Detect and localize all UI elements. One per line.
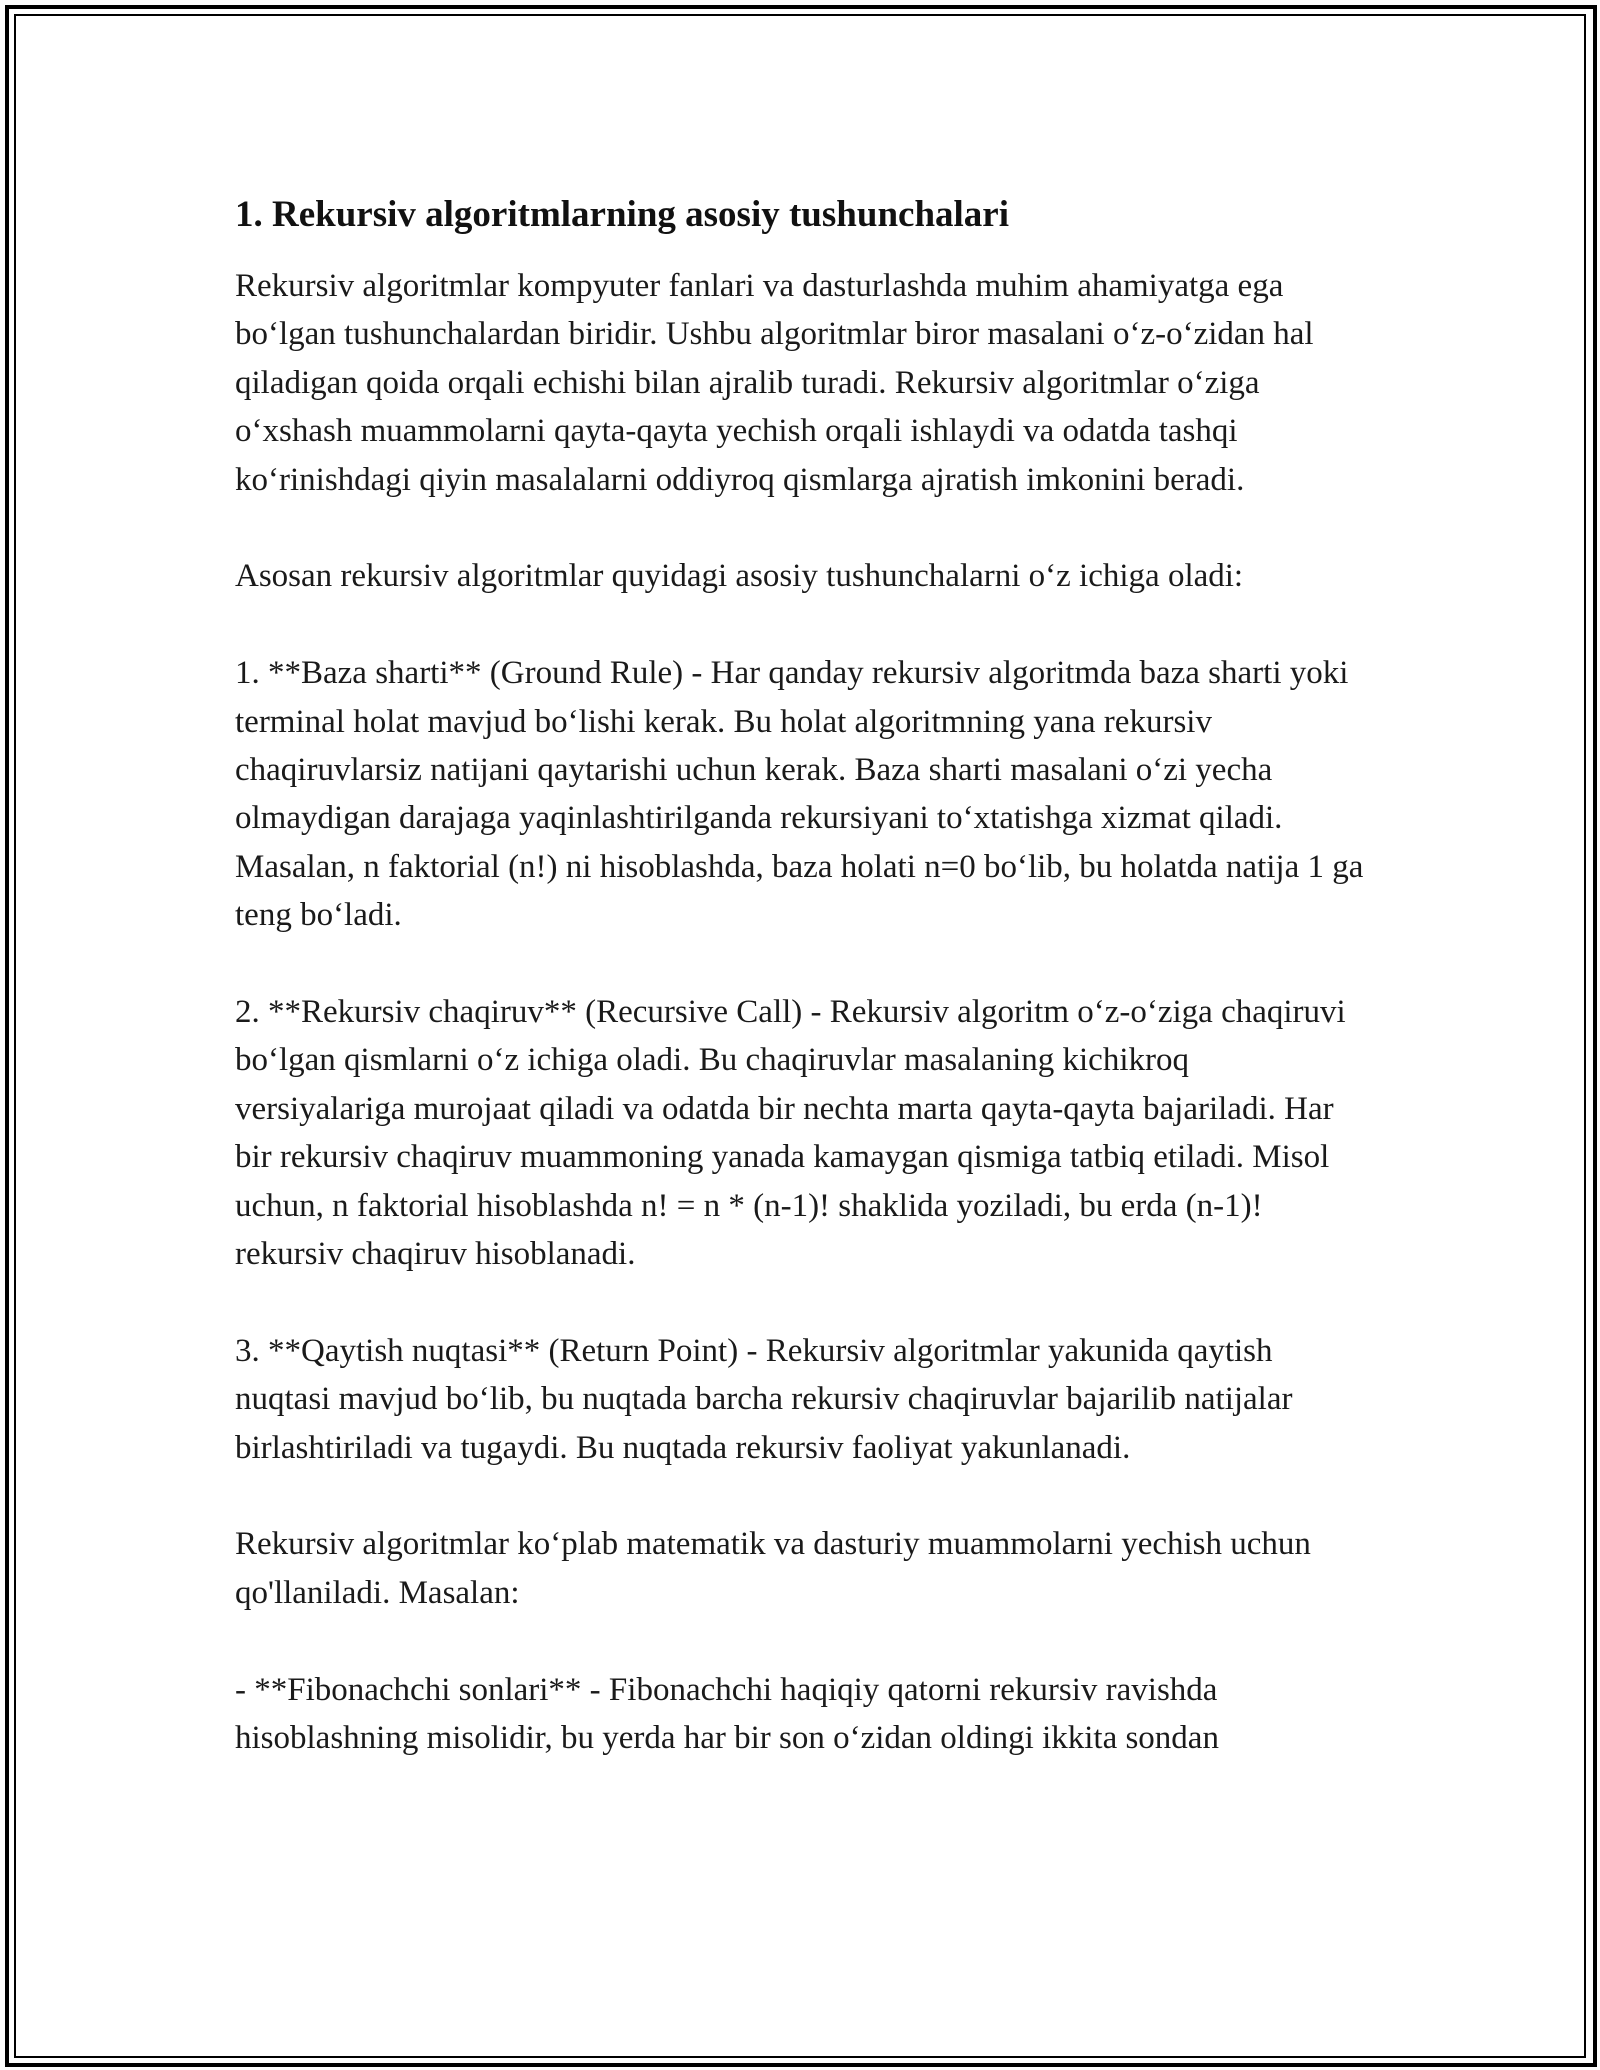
- paragraph-recursive-call: 2. **Rekursiv chaqiruv** (Recursive Call) - Rekursiv algoritm o‘z-o‘ziga chaqiruvi bo‘lgan qismlarni o‘z ichiga oladi. Bu chaqiruvlar masalaning kichikroq versiyalariga murojaat qiladi va odatda bir nechta marta qayta-qayta bajariladi. Har bir rekursiv chaqiruv muammoning yanada kamaygan qismiga tatbiq etiladi. Misol uchun, n faktorial hisoblashda n! = n * (n-1)! shaklida yoziladi, bu erda (n-1)! rekursiv chaqiruv hisoblanadi.: [235, 994, 1346, 1273]
- paragraph-return-point: 3. **Qaytish nuqtasi** (Return Point) - Rekursiv algoritmlar yakunida qaytish nuqtasi mavjud bo‘lib, bu nuqtada barcha rekursiv chaqiruvlar bajarilib natijalar birlashtiriladi va tugaydi. Bu nuqtada rekursiv faoliyat yakunlanadi.: [235, 1332, 1293, 1466]
- section-heading: 1. Rekursiv algoritmlarning asosiy tushunchalari: [235, 194, 1010, 235]
- paragraph-concepts-lead: Asosan rekursiv algoritmlar quyidagi asosiy tushunchalarni o‘z ichiga oladi:: [235, 558, 1244, 595]
- paragraph-base-case: 1. **Baza sharti** (Ground Rule) - Har qanday rekursiv algoritmda baza sharti yoki terminal holat mavjud bo‘lishi kerak. Bu holat algoritmning yana rekursiv chaqiruvlarsiz natijani qaytarishi uchun kerak. Baza sharti masalani o‘zi yecha olmaydigan darajaga yaqinlashtirilganda rekursiyani to‘xtatishga xizmat qiladi. Masalan, n faktorial (n!) ni hisoblashda, baza holati n=0 bo‘lib, bu holatda natija 1 ga teng bo‘ladi.: [235, 655, 1364, 934]
- paragraph-intro: Rekursiv algoritmlar kompyuter fanlari va dasturlashda muhim ahamiyatga ega bo‘lgan tushunchalardan biridir. Ushbu algoritmlar biror masalani o‘z-o‘zidan hal qiladigan qoida orqali echishi bilan ajralib turadi. Rekursiv algoritmlar o‘ziga o‘xshash muammolarni qayta-qayta yechish orqali ishlaydi va odatda tashqi ko‘rinishdagi qiyin masalalarni oddiyroq qismlarga ajratish imkonini beradi.: [235, 268, 1314, 498]
- document-body: [235, 188, 1365, 1763]
- paragraph-applications: Rekursiv algoritmlar ko‘plab matematik va dasturiy muammolarni yechish uchun qo'llaniladi. Masalan:: [235, 1526, 1311, 1611]
- paragraph-fibonacci: - **Fibonachchi sonlari** - Fibonachchi haqiqiy qatorni rekursiv ravishda hisoblashning misolidir, bu yerda har bir son o‘zidan oldingi ikkita sondan: [235, 1671, 1219, 1757]
